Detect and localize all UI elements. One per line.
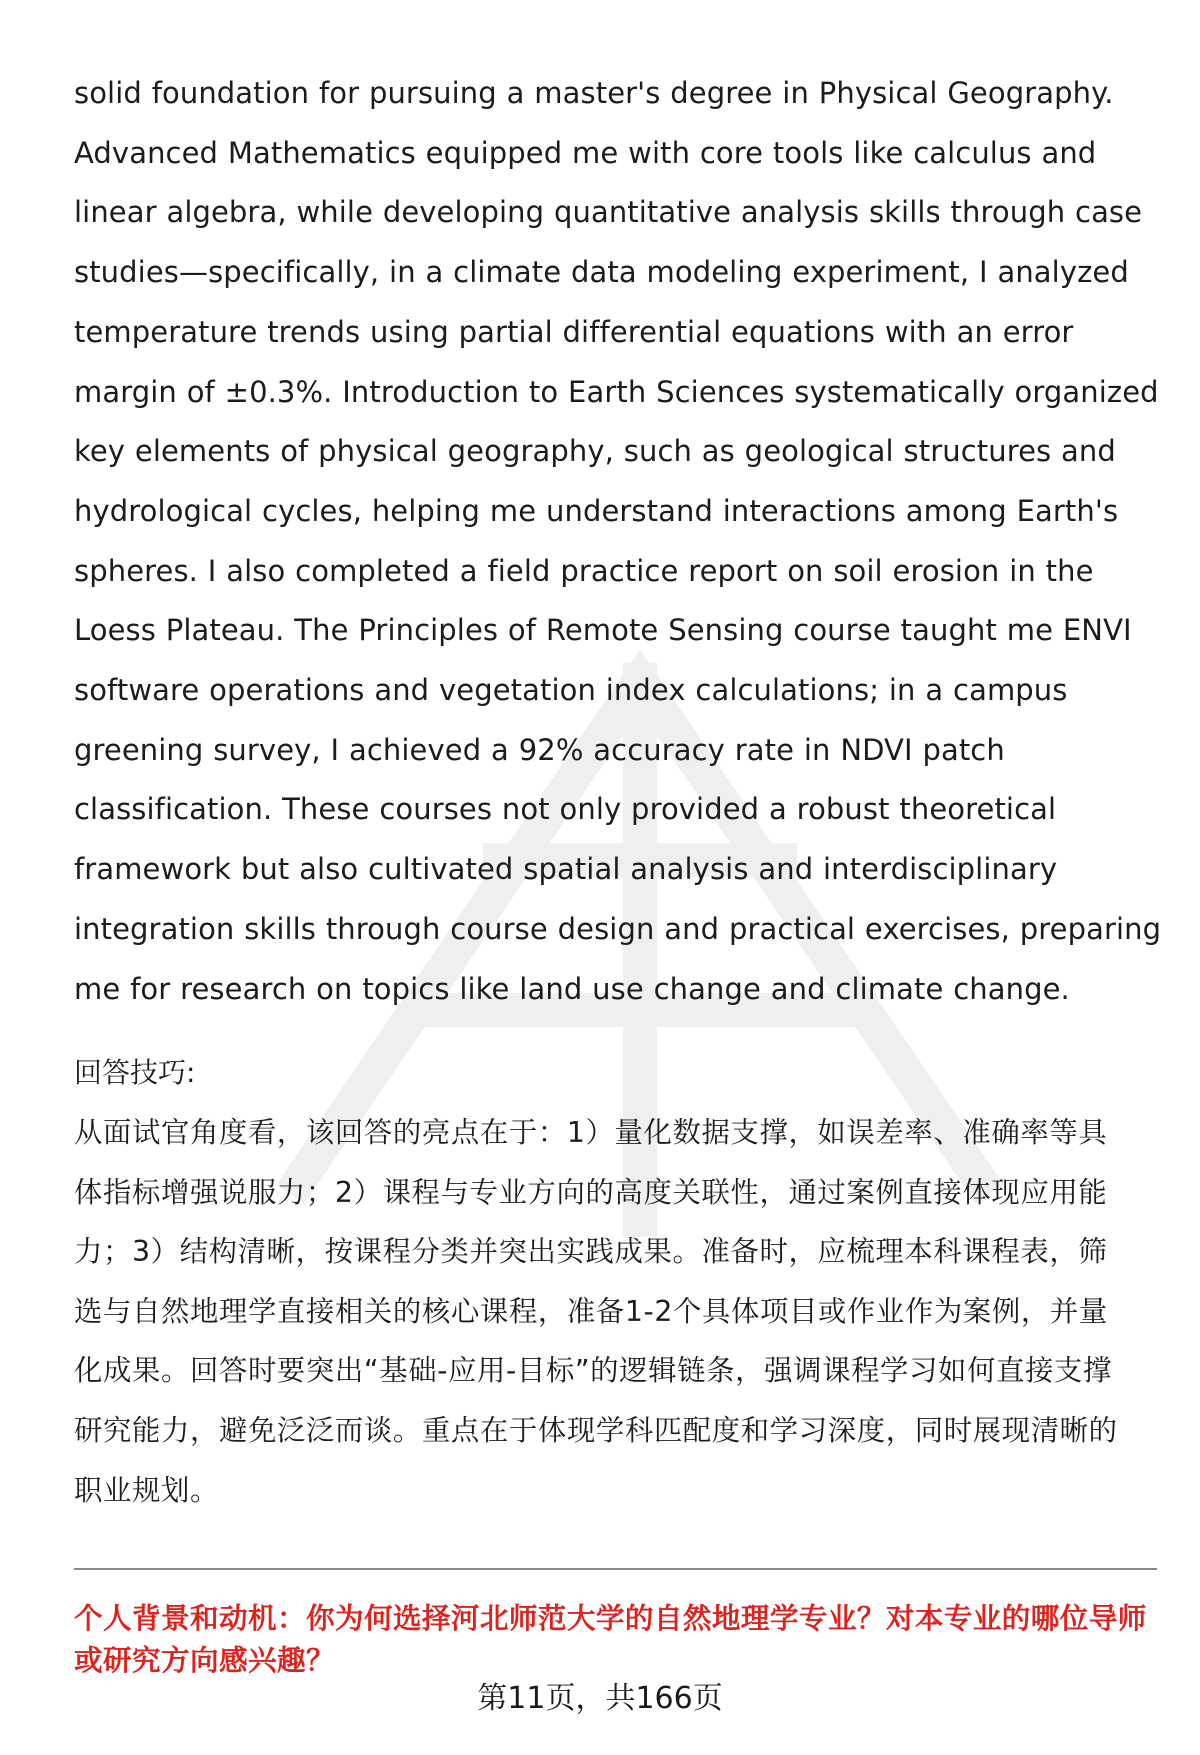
section-divider xyxy=(74,1568,1157,1570)
answer-section xyxy=(74,64,1164,1019)
page-number: 第11页，共166页 xyxy=(477,1681,723,1716)
tips-paragraph: 从面试官角度看，该回答的亮点在于：1）量化数据支撑，如误差率、准确率等具体指标增强说服力；2）课程与专业方向的高度关联性，通过案例直接体现应用能力；3）结构清晰，按课程分类并突出实践成果。准备时，应梳理本科课程表，筛选与自然地理学直接相关的核心课程，准备1-2个具体项目或作业作为案例，并量化成果。回答时要突出“基础-应用-目标”的逻辑链条，强调课程学习如何直接支撑研究能力，避免泛泛而谈。重点在于体现学科匹配度和学习深度，同时展现清晰的职业规划。 xyxy=(74,1116,1118,1507)
answer-paragraph: solid foundation for pursuing a master's degree in Physical Geography. Advanced Mathematics equipped me with core tools like calculus and linear algebra, while developing quantitative analysis skills through case studies—specifically, in a climate data modeling experiment, I analyzed temperature trends using partial differential equations with an error margin of ±0.3%. Introduction to Earth Sciences systematically organized key elements of physical geography, such as geological structures and hydrological cycles, helping me understand interactions among Earth's spheres. I also completed a field practice report on soil erosion in the Loess Plateau. The Principles of Remote Sensing course taught me ENVI software operations and vegetation index calculations; in a campus greening survey, I achieved a 92% accuracy rate in NDVI patch classification. These courses not only provided a robust theoretical framework but also cultivated spatial analysis and interdisciplinary integration skills through course design and practical exercises, preparing me for research on topics like land use change and climate change. xyxy=(74,76,1162,1006)
tips-heading: 回答技巧: xyxy=(74,1056,196,1089)
next-question-title: 个人背景和动机：你为何选择河北师范大学的自然地理学专业？对本专业的哪位导师或研究方向感兴趣？ xyxy=(74,1601,1147,1677)
